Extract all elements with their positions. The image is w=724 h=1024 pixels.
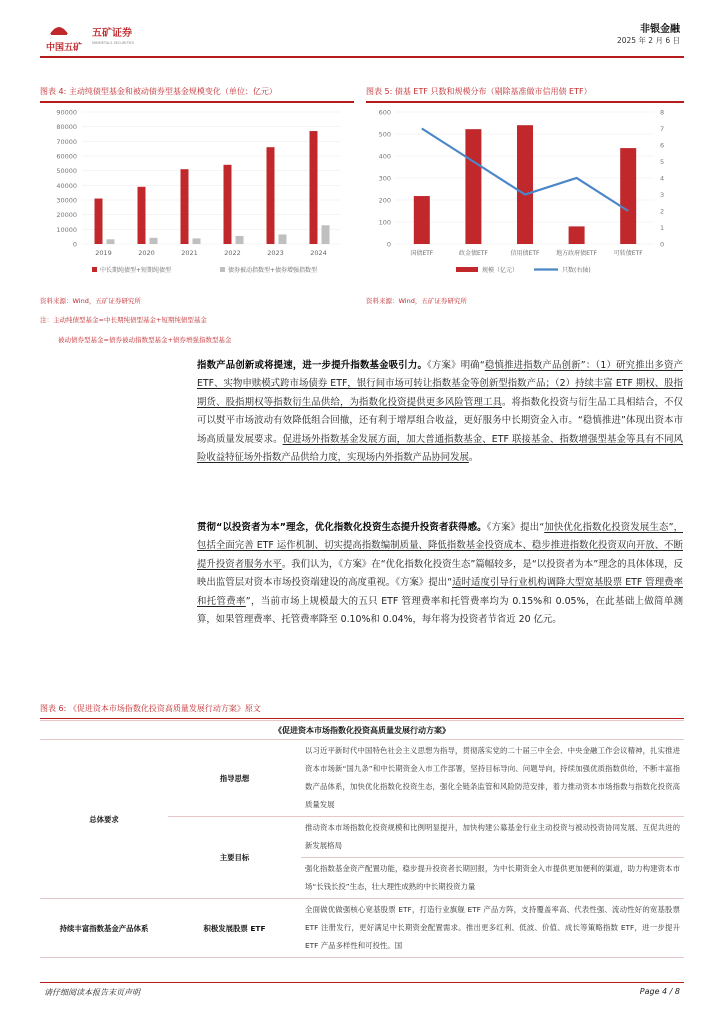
bar: [465, 129, 481, 244]
y-tick-label: 90000: [56, 108, 77, 117]
y-tick-label-right: 4: [660, 174, 665, 183]
y-tick-label: 40000: [56, 181, 77, 190]
y-tick-label-right: 1: [660, 224, 665, 232]
y-tick-label: 20000: [56, 211, 77, 220]
legend-swatch: [92, 267, 97, 272]
logo-en-text: MINMETALS SECURITIES: [92, 41, 134, 45]
table-cell-content: 推动资本市场指数化投资规模和比例明显提升，加快构建公募基金行业主动投资与被动投资协同发展、互促共进的新发展格局: [301, 817, 684, 858]
bar: [569, 226, 585, 244]
x-tick-label: 可转债ETF: [613, 250, 643, 257]
bar: [138, 187, 146, 244]
table-header: 《促进资本市场指数化投资高质量发展行动方案》: [40, 721, 684, 740]
report-date: 2025 年 2 月 6 日: [616, 36, 680, 45]
bar: [279, 234, 287, 244]
y-tick-label-right: 0: [660, 240, 665, 249]
y-tick-label-right: 3: [660, 191, 665, 199]
bar: [414, 196, 430, 244]
page-number: Page 4 / 8: [639, 987, 680, 996]
table-cell-subcategory: 主要目标: [168, 817, 301, 899]
paragraph-investor-ecosystem: 贯彻“以投资者为本”理念，优化指数化投资生态提升投资者获得感。《方案》提出“加快优化指数化投资发展生态”，包括全面完善 ETF 运作机制、切实提高指数编制质量、降低指数基金投资成本、稳步推进指数化投资双向开放、不断提升投资者服务水平。我们认为，《方案》在“优化指数化投资生态”篇幅较多，是“以投资者为本”理念的具体体现，反映出监管层对资本市场投资端建设的高度重视。《方案》提出“适时适度引导行业机构调降大型宽基股票 ETF 管理费率和托管费率”，当前市场上规模最大的五只 ETF 管理费率和托管费率均为 0.15%和 0.05%，在此基础上做简单测算，如果管理费率、托管费率降至 0.10%和 0.04%，每年将为投资者节省近 20 亿元。: [197, 522, 683, 626]
logo-cn-text: 中国五矿: [46, 43, 83, 53]
x-tick-label: 2024: [310, 249, 327, 257]
bar: [267, 147, 275, 244]
y-tick-label-right: 7: [660, 125, 665, 133]
fig6-title: 图表 6: 《促进资本市场指数化投资高质量发展行动方案》原文: [40, 703, 684, 719]
table-cell-category: 持续丰富指数基金产品体系: [40, 899, 168, 958]
legend-swatch: [220, 267, 225, 272]
y-tick-label-right: 2: [660, 207, 665, 216]
table-row: [40, 899, 684, 958]
logo-emblem-icon: [50, 27, 68, 35]
table-cell-category: 总体要求: [40, 740, 168, 899]
bar: [107, 239, 115, 244]
x-tick-label: 2023: [267, 249, 284, 257]
y-tick-label-left: 100: [378, 218, 391, 227]
fig4-title: 图表 4: 主动纯债型基金和被动债券型基金规模变化（单位：亿元）: [40, 86, 354, 103]
bar: [620, 148, 636, 244]
note-line-1: 注：主动纯债型基金=中长期纯债型基金+短期纯债型基金: [40, 316, 207, 324]
legend-label: 只数(右轴): [562, 267, 591, 274]
y-tick-label-right: 6: [660, 141, 665, 150]
bar: [236, 236, 244, 244]
bar: [150, 238, 158, 244]
y-tick-label: 70000: [56, 137, 77, 146]
x-tick-label: 2022: [224, 249, 241, 257]
y-tick-label-left: 300: [378, 174, 391, 183]
x-tick-label: 政金债ETF: [458, 250, 488, 257]
legend-label: 规模（亿元）: [482, 267, 519, 274]
footer-divider: [40, 982, 684, 983]
legend-swatch: [456, 267, 478, 272]
report-category: 非银金融: [640, 24, 680, 35]
footer-disclaimer: 请仔细阅读本报告末页声明: [44, 988, 140, 997]
x-tick-label: 2021: [181, 249, 198, 257]
bar: [310, 131, 318, 244]
paragraph-index-innovation: 指数产品创新或将提速，进一步提升指数基金吸引力。《方案》明确“稳慎推进指数产品创新”：（1）研究推出多资产 ETF、实物申赎模式跨市场债券 ETF，银行间市场可转让指数基金等创新型指数产品；（2）持续丰富 ETF 期权、股指期货、股指期权等指数衍生品供给，为指数化投资提供更多风险管理工具。将指数化投资与衍生品工具相结合，不仅可以熨平市场波动有效降低组合回撤，还有利于增厚组合收益，更好服务中长期资金入市。“稳慎推进”体现出资本市场高质量发展要求。促进场外指数基金发展方面，加大普通指数基金、ETF 联接基金、指数增强型基金等具有不同风险收益特征场外指数产品供给力度，实现场内外指数产品协同发展。: [197, 360, 683, 464]
y-tick-label: 10000: [56, 225, 77, 234]
header-divider: [40, 56, 684, 58]
table-cell-subcategory: 积极发展股票 ETF: [168, 899, 301, 958]
y-tick-label-right: 5: [660, 158, 665, 166]
x-tick-label: 国债ETF: [410, 250, 434, 257]
x-tick-label: 2020: [138, 249, 155, 257]
y-tick-label: 0: [72, 240, 77, 249]
table-cell-content: 强化指数基金资产配置功能，稳步提升投资者长期回报，为中长期资金入市提供更加便利的渠道，助力构建资本市场“长钱长投”生态，壮大理性成熟的中长期投资力量: [301, 858, 684, 899]
action-plan-table: [40, 720, 684, 958]
y-tick-label: 80000: [56, 123, 77, 132]
table-cell-content: 全面做优做强核心宽基股票 ETF，打造行业旗舰 ETF 产品方阵，支持覆盖率高、代表性强、流动性好的宽基股票 ETF 注册发行，更好满足中长期资金配置需求。推出更多红利、低波、价值、成长等策略指数 ETF，进一步提升 ETF 产品多样性和可投性。国: [301, 899, 684, 958]
x-tick-label: 2019: [95, 249, 112, 257]
fig4-chart: [40, 104, 354, 290]
y-tick-label-left: 400: [378, 152, 391, 161]
table-cell-subcategory: 指导思想: [168, 740, 301, 817]
legend-label: 中长期纯债型+短期纯债型: [100, 267, 172, 274]
y-tick-label-left: 0: [386, 240, 391, 249]
y-tick-label-left: 600: [378, 108, 391, 117]
bar: [181, 169, 189, 244]
bar: [193, 238, 201, 244]
p1-heading: 指数产品创新或将提速，进一步提升指数基金吸引力。: [197, 360, 428, 371]
y-tick-label-left: 500: [378, 130, 391, 139]
bar: [322, 225, 330, 244]
x-tick-label: 信用债ETF: [510, 250, 540, 257]
y-tick-label: 60000: [56, 152, 77, 161]
fig4-source: 资料来源：Wind，五矿证券研究所: [40, 297, 141, 305]
bar: [95, 199, 103, 244]
fig5-chart: [366, 104, 684, 290]
y-tick-label: 50000: [56, 167, 77, 176]
y-tick-label: 30000: [56, 196, 77, 205]
fig5-title: 图表 5: 债基 ETF 只数和规模分布（剔除基准做市信用债 ETF）: [366, 86, 684, 103]
bar: [224, 165, 232, 244]
table-cell-content: 以习近平新时代中国特色社会主义思想为指导，贯彻落实党的二十届三中全会、中央金融工作会议精神，扎实推进资本市场新“国九条”和中长期资金入市工作部署，坚持目标导向、问题导向，持续加强优质指数供给，不断丰富指数产品体系，加快优化指数化投资生态，强化全链条监管和风险防范安排，着力推动资本市场指数与指数化投资高质量发展: [301, 740, 684, 817]
x-tick-label: 地方政府债ETF: [556, 250, 598, 257]
bar: [517, 125, 533, 244]
company-logo: [44, 20, 144, 54]
note-line-2: 被动债券型基金=债券被动指数型基金+债券增强指数型基金: [58, 336, 232, 344]
legend-label: 债券被动指数型+债券增强指数型: [228, 267, 318, 274]
y-tick-label-right: 8: [660, 108, 665, 117]
p2-heading: 贯彻“以投资者为本”理念，优化指数化投资生态提升投资者获得感。: [197, 522, 487, 533]
fig5-source: 资料来源：Wind，五矿证券研究所: [366, 297, 467, 305]
table-row: [40, 740, 684, 817]
y-tick-label-left: 200: [378, 196, 391, 205]
logo-brand-text: 五矿证券: [92, 28, 132, 39]
